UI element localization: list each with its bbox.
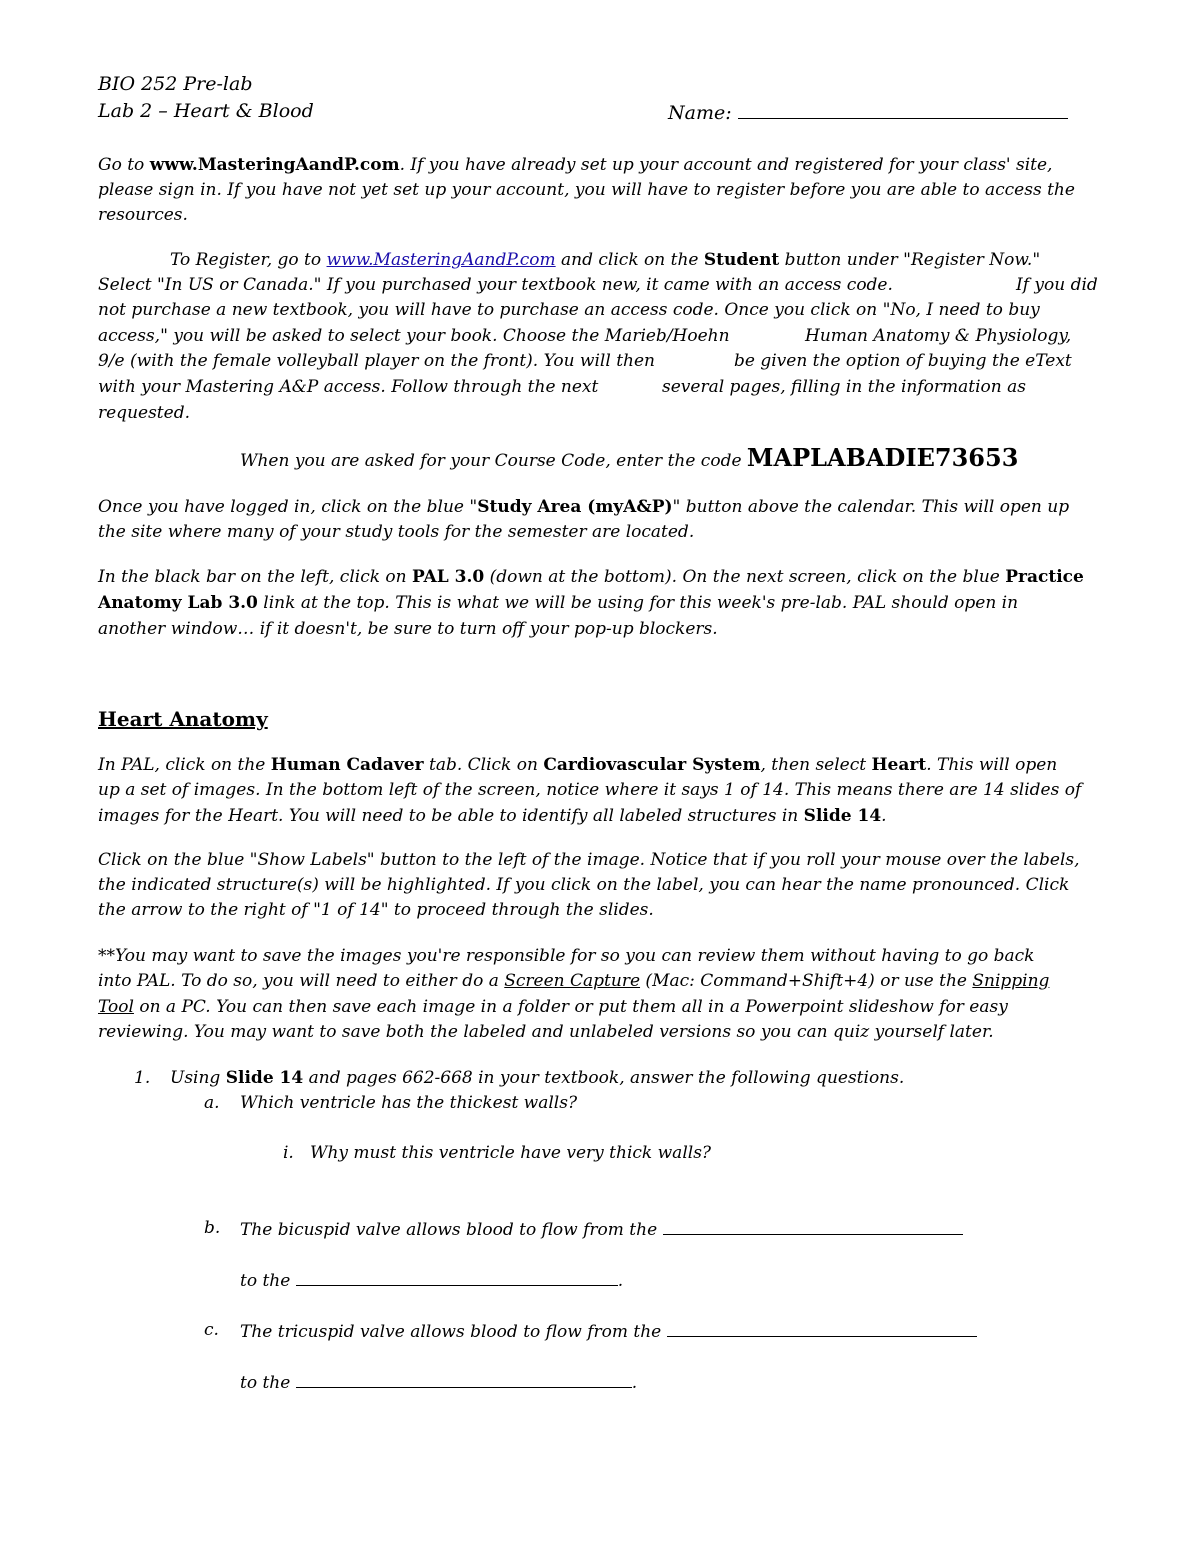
answer-blank-c-from[interactable] [667, 1318, 977, 1337]
register-line-5a: 9/e (with the female volleyball player on the front). You will then [98, 351, 655, 371]
question-i: Why must this ventricle have very thick walls? [310, 1143, 712, 1163]
tip-line-2: into PAL. To do so, you will need to either do a Screen Capture (Mac: Command+Shift+4) or use the Snipping [98, 971, 1050, 991]
question-i-numeral: i. [283, 1143, 294, 1163]
register-line-3: not purchase a new textbook, you will have to purchase an access code. Once you click on "No, I need to buy [98, 300, 1040, 320]
pal-line-2: Anatomy Lab 3.0 link at the top. This is what we will be using for this week's pre-lab. PAL should open in [98, 593, 1019, 613]
question-c-letter: c. [204, 1320, 219, 1340]
course-code: MAPLABADIE73653 [746, 443, 1019, 472]
register-line-6b: several pages, filling in the information as [662, 377, 1026, 397]
site-address: www.MasteringAandP.com [149, 155, 400, 175]
register-link[interactable]: www.MasteringAandP.com [326, 250, 556, 270]
answer-blank-b-from[interactable] [663, 1216, 963, 1235]
login-line-2: the site where many of your study tools for the semester are located. [98, 522, 695, 542]
question-b-letter: b. [204, 1218, 221, 1238]
question-a-letter: a. [204, 1093, 220, 1113]
answer-blank-b-to[interactable] [296, 1267, 618, 1286]
question-1-number: 1. [134, 1068, 151, 1088]
course-title: BIO 252 Pre-lab [98, 73, 253, 95]
intro-line-2: please sign in. If you have not yet set up your account, you will have to register before you are able to access the [98, 180, 1075, 200]
course-code-line: When you are asked for your Course Code, enter the code MAPLABADIE73653 [240, 443, 1019, 472]
question-b-to: to the . [240, 1267, 623, 1295]
question-b: The bicuspid valve allows blood to flow from the [240, 1216, 963, 1244]
pal-label: PAL 3.0 [412, 567, 485, 587]
register-line-6a: with your Mastering A&P access. Follow through the next [98, 377, 599, 397]
login-line-1: Once you have logged in, click on the blue "Study Area (myA&P)" button above the calendar. This will open up [98, 497, 1070, 517]
name-label: Name: [668, 102, 732, 124]
register-line-5b: be given the option of buying the eText [734, 351, 1072, 371]
register-line-7: requested. [98, 403, 190, 423]
student-button-label: Student [703, 250, 780, 270]
question-a: Which ventricle has the thickest walls? [240, 1093, 578, 1113]
labels-line-3: the arrow to the right of "1 of 14" to proceed through the slides. [98, 900, 654, 920]
anatomy-line-3: images for the Heart. You will need to be able to identify all labeled structures in Slide 14. [98, 806, 887, 826]
register-line-2a: Select "In US or Canada." If you purchased your textbook new, it came with an access code. [98, 275, 893, 295]
labels-line-1: Click on the blue "Show Labels" button to the left of the image. Notice that if you roll your mouse over the labels, [98, 850, 1080, 870]
lab-title: Lab 2 – Heart & Blood [98, 100, 314, 122]
slide-14-label: Slide 14 [803, 806, 882, 826]
practice-lab-label: Anatomy Lab 3.0 [98, 593, 258, 613]
intro-line-1: Go to www.MasteringAandP.com. If you have already set up your account and registered for your class' site, [98, 155, 1053, 175]
section-heading: Heart Anatomy [98, 707, 268, 731]
anatomy-line-2: up a set of images. In the bottom left of the screen, notice where it says 1 of 14. This means there are 14 slides of [98, 780, 1082, 800]
register-line-2b: If you did [1016, 275, 1098, 295]
question-1: Using Slide 14 and pages 662-668 in your textbook, answer the following questions. [170, 1068, 905, 1088]
register-line-4b: Human Anatomy & Physiology, [805, 326, 1072, 346]
labels-line-2: the indicated structure(s) will be highlighted. If you click on the label, you can hear the name pronounced. Click [98, 875, 1070, 895]
name-field [668, 100, 1068, 124]
register-line-1: To Register, go to www.MasteringAandP.com and click on the Student button under "Register Now." [170, 250, 1041, 270]
intro-line-3: resources. [98, 205, 188, 225]
tip-line-1: **You may want to save the images you're responsible for so you can review them without having to go back [98, 946, 1035, 966]
tip-line-4: reviewing. You may want to save both the labeled and unlabeled versions so you can quiz yourself later. [98, 1022, 994, 1042]
question-c: The tricuspid valve allows blood to flow from the [240, 1318, 977, 1346]
name-blank[interactable] [738, 100, 1068, 119]
study-area-label: Study Area (myA&P) [477, 497, 673, 517]
anatomy-line-1: In PAL, click on the Human Cadaver tab. Click on Cardiovascular System, then select Heart. This will open [98, 755, 1058, 775]
answer-blank-c-to[interactable] [296, 1369, 632, 1388]
pal-line-3: another window… if it doesn't, be sure to turn off your pop-up blockers. [98, 619, 718, 639]
register-line-4a: access," you will be asked to select your book. Choose the Marieb/Hoehn [98, 326, 730, 346]
question-c-to: to the . [240, 1369, 637, 1397]
tip-line-3: Tool on a PC. You can then save each image in a folder or put them all in a Powerpoint slideshow for easy [98, 997, 1008, 1017]
pal-line-1: In the black bar on the left, click on PAL 3.0 (down at the bottom). On the next screen, click on the blue Practice [98, 567, 1084, 587]
